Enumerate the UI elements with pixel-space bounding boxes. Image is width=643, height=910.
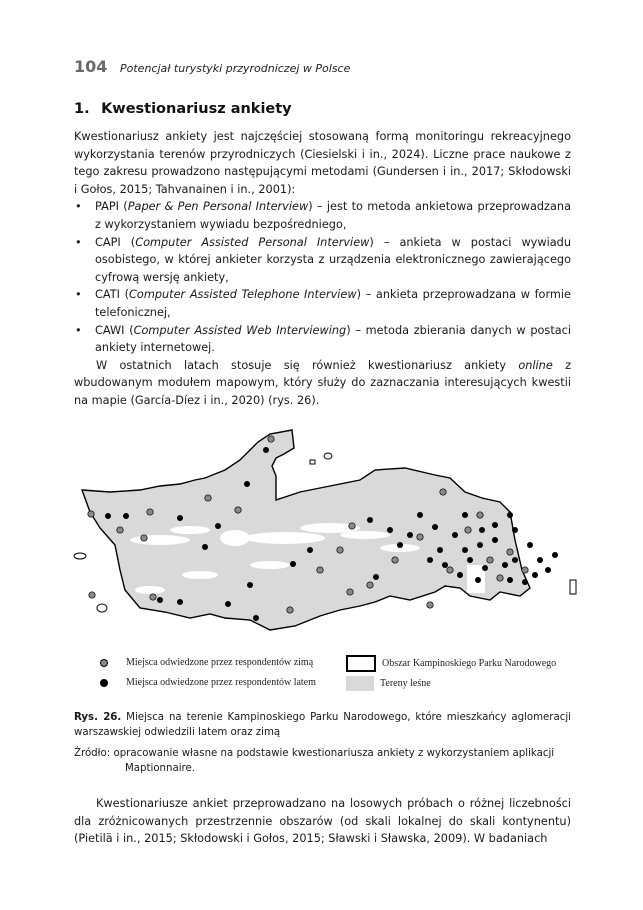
legend-winter: Miejsca odwiedzone przez respondentów zimą [100, 657, 313, 668]
bullet-icon: • [75, 235, 82, 249]
park-outline-icon [346, 655, 376, 672]
section-number: 1. [74, 101, 90, 117]
section-title: Kwestionariusz ankiety [101, 101, 292, 117]
map-legend [100, 655, 570, 700]
list-item: • PAPI (Paper & Pen Personal Interview) – jest to metoda ankietowa przeprowadzana z wykorzystaniem wywiadu bezpośredniego, [75, 200, 571, 231]
list-item: • CAPI (Computer Assisted Personal Interview) – ankieta w postaci wywiadu osobistego, w której ankieter korzysta z urządzenia elektronicznego zawierającego cyfrową wersję ankiety, [75, 235, 572, 284]
legend-park-area: Obszar Kampinoskiego Parku Narodowego [346, 655, 556, 672]
page-number: 104 [74, 57, 108, 76]
bullet-icon: • [75, 288, 82, 302]
methods-list [74, 198, 571, 356]
online-paragraph: W ostatnich latach stosuje się również kwestionariusz ankiety online z wbudowanym modułem mapowym, który służy do zaznaczania interesujących kwestii na mapie (García-Díez i in., 2020) (rys. 26). [74, 358, 571, 407]
bullet-icon: • [75, 200, 82, 214]
legend-summer: Miejsca odwiedzone przez respondentów latem [100, 677, 316, 688]
body-block [74, 128, 571, 410]
kampinos-map-figure [70, 420, 590, 650]
forest-swatch-icon [346, 676, 374, 691]
bullet-icon: • [75, 323, 82, 337]
intro-paragraph: Kwestionariusz ankiety jest najczęściej stosowaną formą monitoringu rekreacyjnego wykorzystania terenów przyrodniczych (Ciesielski i in., 2024). Liczne prace naukowe z tego zakresu prowadzono następującymi metodami (Gundersen i in., 2017; Skłodowski i Gołos, 2015; Tahvanainen i in., 2001): [74, 130, 571, 196]
winter-dot-icon [100, 659, 108, 667]
figure-caption: Rys. 26. Miejsca na terenie Kampinoskiego Parku Narodowego, które mieszkańcy aglomeracji warszawskiej odwiedzili latem oraz zimą [74, 712, 572, 738]
list-item: • CAWI (Computer Assisted Web Interviewing) – metoda zbierania danych w postaci ankiety internetowej. [75, 323, 572, 355]
page-header [74, 57, 350, 76]
summer-dot-icon [100, 679, 108, 687]
closing-paragraph: Kwestionariusze ankiet przeprowadzano na losowych próbach o różnej liczebności dla zróżnicowanych przestrzennie obszarów (od skali lokalnej do skali kontynentu) (Pietilä i in., 2015; Skłodowski i Gołos, 2015; Sławski i Sławska, 2009). W badaniach [74, 797, 571, 846]
legend-forest: Tereny leśne [346, 676, 431, 691]
running-title: Potencjał turystyki przyrodniczej w Polsce [120, 62, 351, 75]
figure-source: Źródło: opracowanie własne na podstawie kwestionariusza ankiety z wykorzystaniem aplikacji Maptionnaire. [74, 748, 555, 774]
list-item: • CATI (Computer Assisted Telephone Interview) – ankieta przeprowadzana w formie telefonicznej, [75, 288, 572, 319]
park-map [70, 420, 590, 650]
section-heading [74, 101, 292, 117]
